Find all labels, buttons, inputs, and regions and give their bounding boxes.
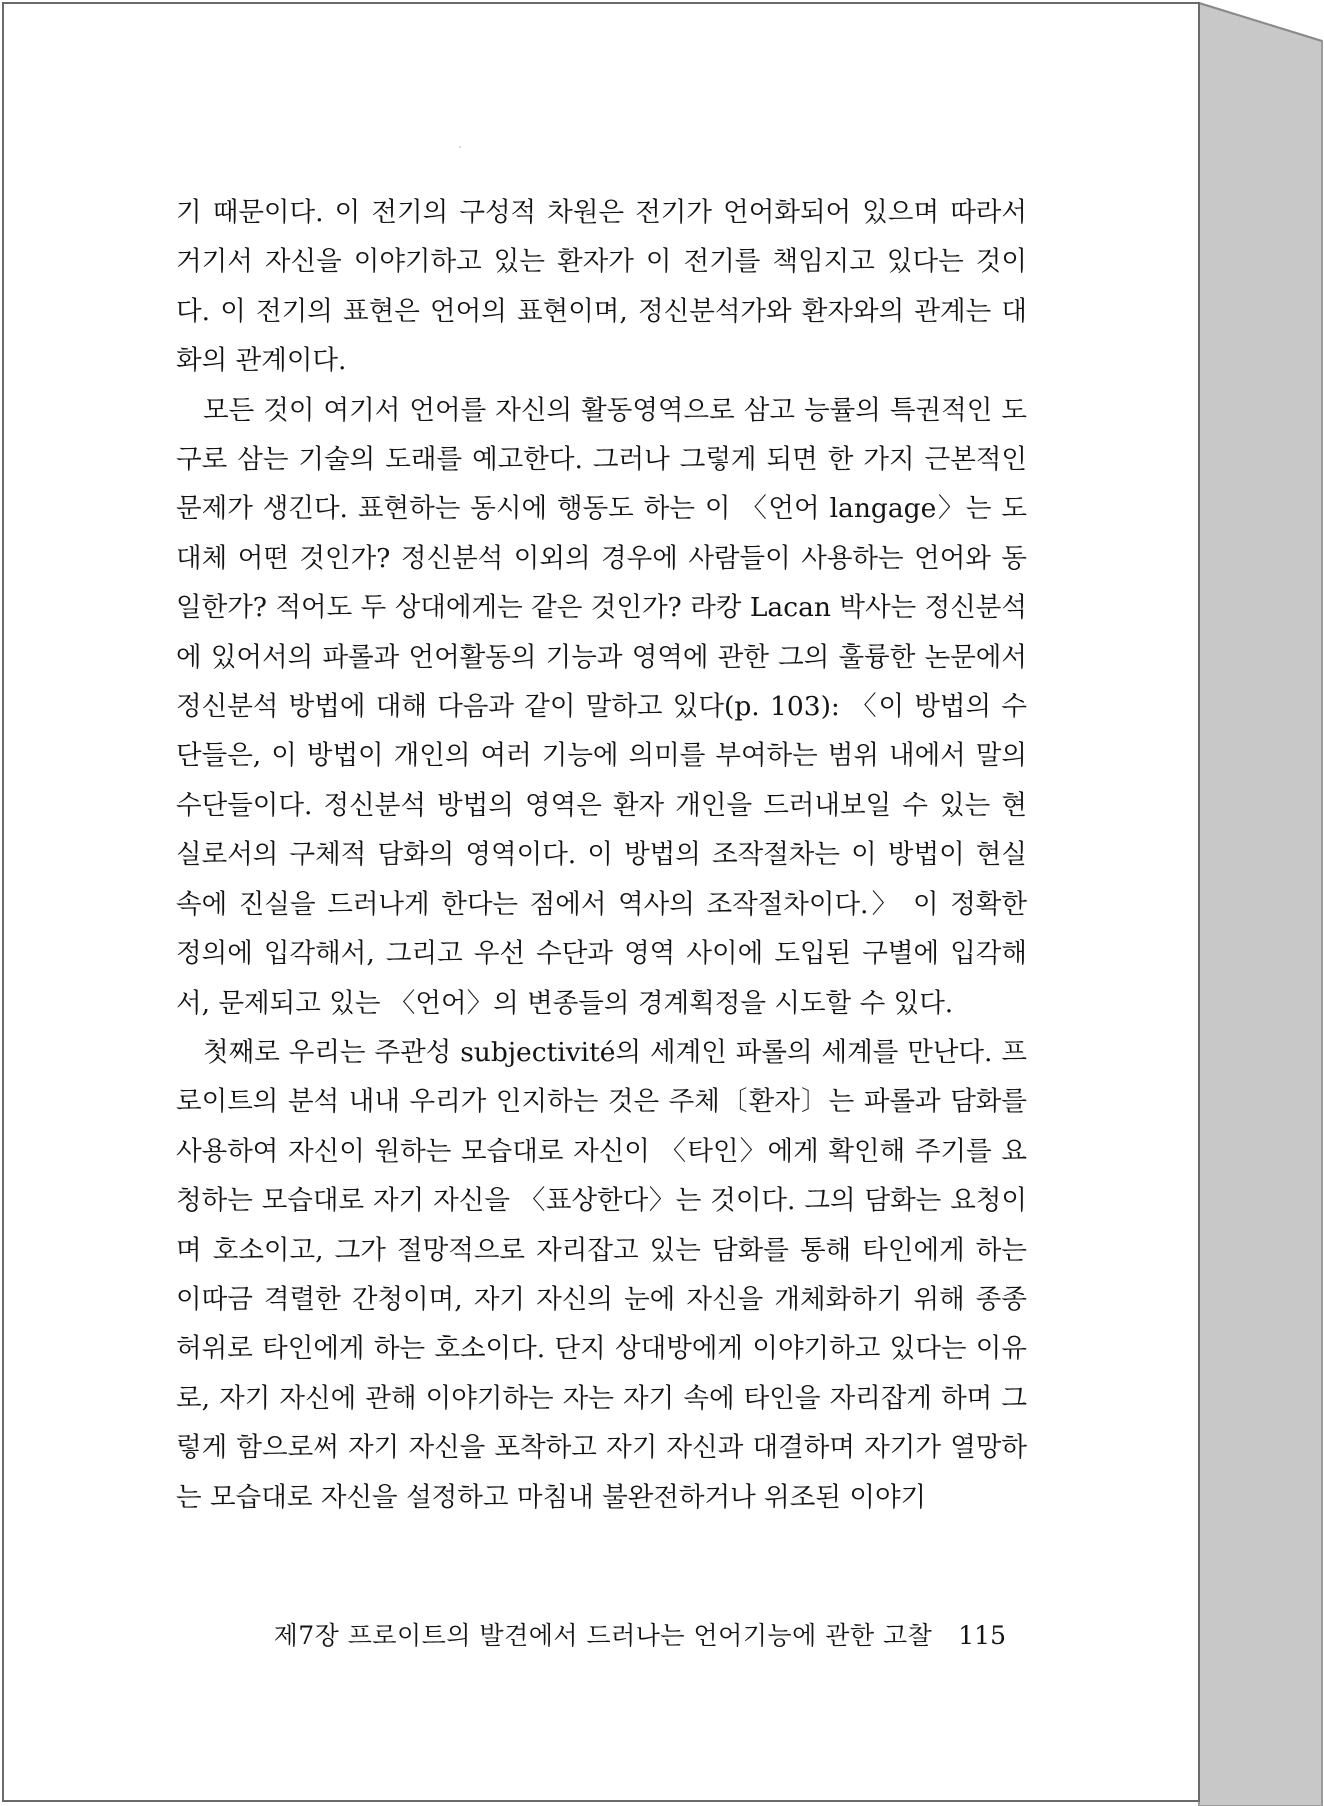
chapter-title: 제7장 프로이트의 발견에서 드러나는 언어기능에 관한 고찰 bbox=[273, 1621, 933, 1650]
print-speck bbox=[459, 146, 461, 148]
paragraph-language-question: 모든 것이 여기서 언어를 자신의 활동영역으로 삼고 능률의 특권적인 도구로 삼는 기술의 도래를 예고한다. 그러나 그렇게 되면 한 가지 근본적인 문제가 생긴다. 표현하는 동시에 행동도 하는 이 〈언어 langage〉는 도대체 어떤 것인가? 정신분석 이외의 경우에 사람들이 사용하는 언어와 동일한가? 적어도 두 상대에게는 같은 것인가? 라캉 Lacan 박사는 정신분석에 있어서의 파롤과 언어활동의 기능과 영역에 관한 그의 훌륭한 논문에서 정신분석 방법에 대해 다음과 같이 말하고 있다(p. 103): 〈이 방법의 수단들은, 이 방법이 개인의 여러 기능에 의미를 부여하는 범위 내에서 말의 수단들이다. 정신분석 방법의 영역은 환자 개인을 드러내보일 수 있는 현실로서의 구체적 담화의 영역이다. 이 방법의 조작절차는 이 방법이 현실 속에 진실을 드러나게 한다는 점에서 역사의 조작절차이다.〉 이 정확한 정의에 입각해서, 그리고 우선 수단과 영역 사이에 도입된 구별에 입각해서, 문제되고 있는 〈언어〉의 변종들의 경계획정을 시도할 수 있다. bbox=[176, 394, 1027, 1019]
paragraph-continuation: 기 때문이다. 이 전기의 구성적 차원은 전기가 언어화되어 있으며 따라서 거기서 자신을 이야기하고 있는 환자가 이 전기를 책임지고 있다는 것이다. 이 전기의 표현은 언어의 표현이며, 정신분석가와 환자와의 관계는 대화의 관계이다. bbox=[176, 197, 1027, 377]
running-footer bbox=[176, 1616, 1006, 1652]
page-number: 115 bbox=[958, 1621, 1006, 1650]
paragraph-parole-world: 첫째로 우리는 주관성 subjectivité의 세계인 파롤의 세계를 만난다. 프로이트의 분석 내내 우리가 인지하는 것은 주체〔환자〕는 파롤과 담화를 사용하여 자신이 원하는 모습대로 자신이 〈타인〉에게 확인해 주기를 요청하는 모습대로 자기 자신을 〈표상한다〉는 것이다. 그의 담화는 요청이며 호소이고, 그가 절망적으로 자리잡고 있는 담화를 통해 타인에게 하는 이따금 격렬한 간청이며, 자기 자신의 눈에 자신을 개체화하기 위해 종종 허위로 타인에게 하는 호소이다. 단지 상대방에게 이야기하고 있다는 이유로, 자기 자신에 관해 이야기하는 자는 자기 속에 타인을 자리잡게 하며 그렇게 함으로써 자기 자신을 포착하고 자기 자신과 대결하며 자기가 열망하는 모습대로 자신을 설정하고 마침내 불완전하거나 위조된 이야기 bbox=[176, 1036, 1027, 1513]
body-text bbox=[176, 188, 1027, 1522]
